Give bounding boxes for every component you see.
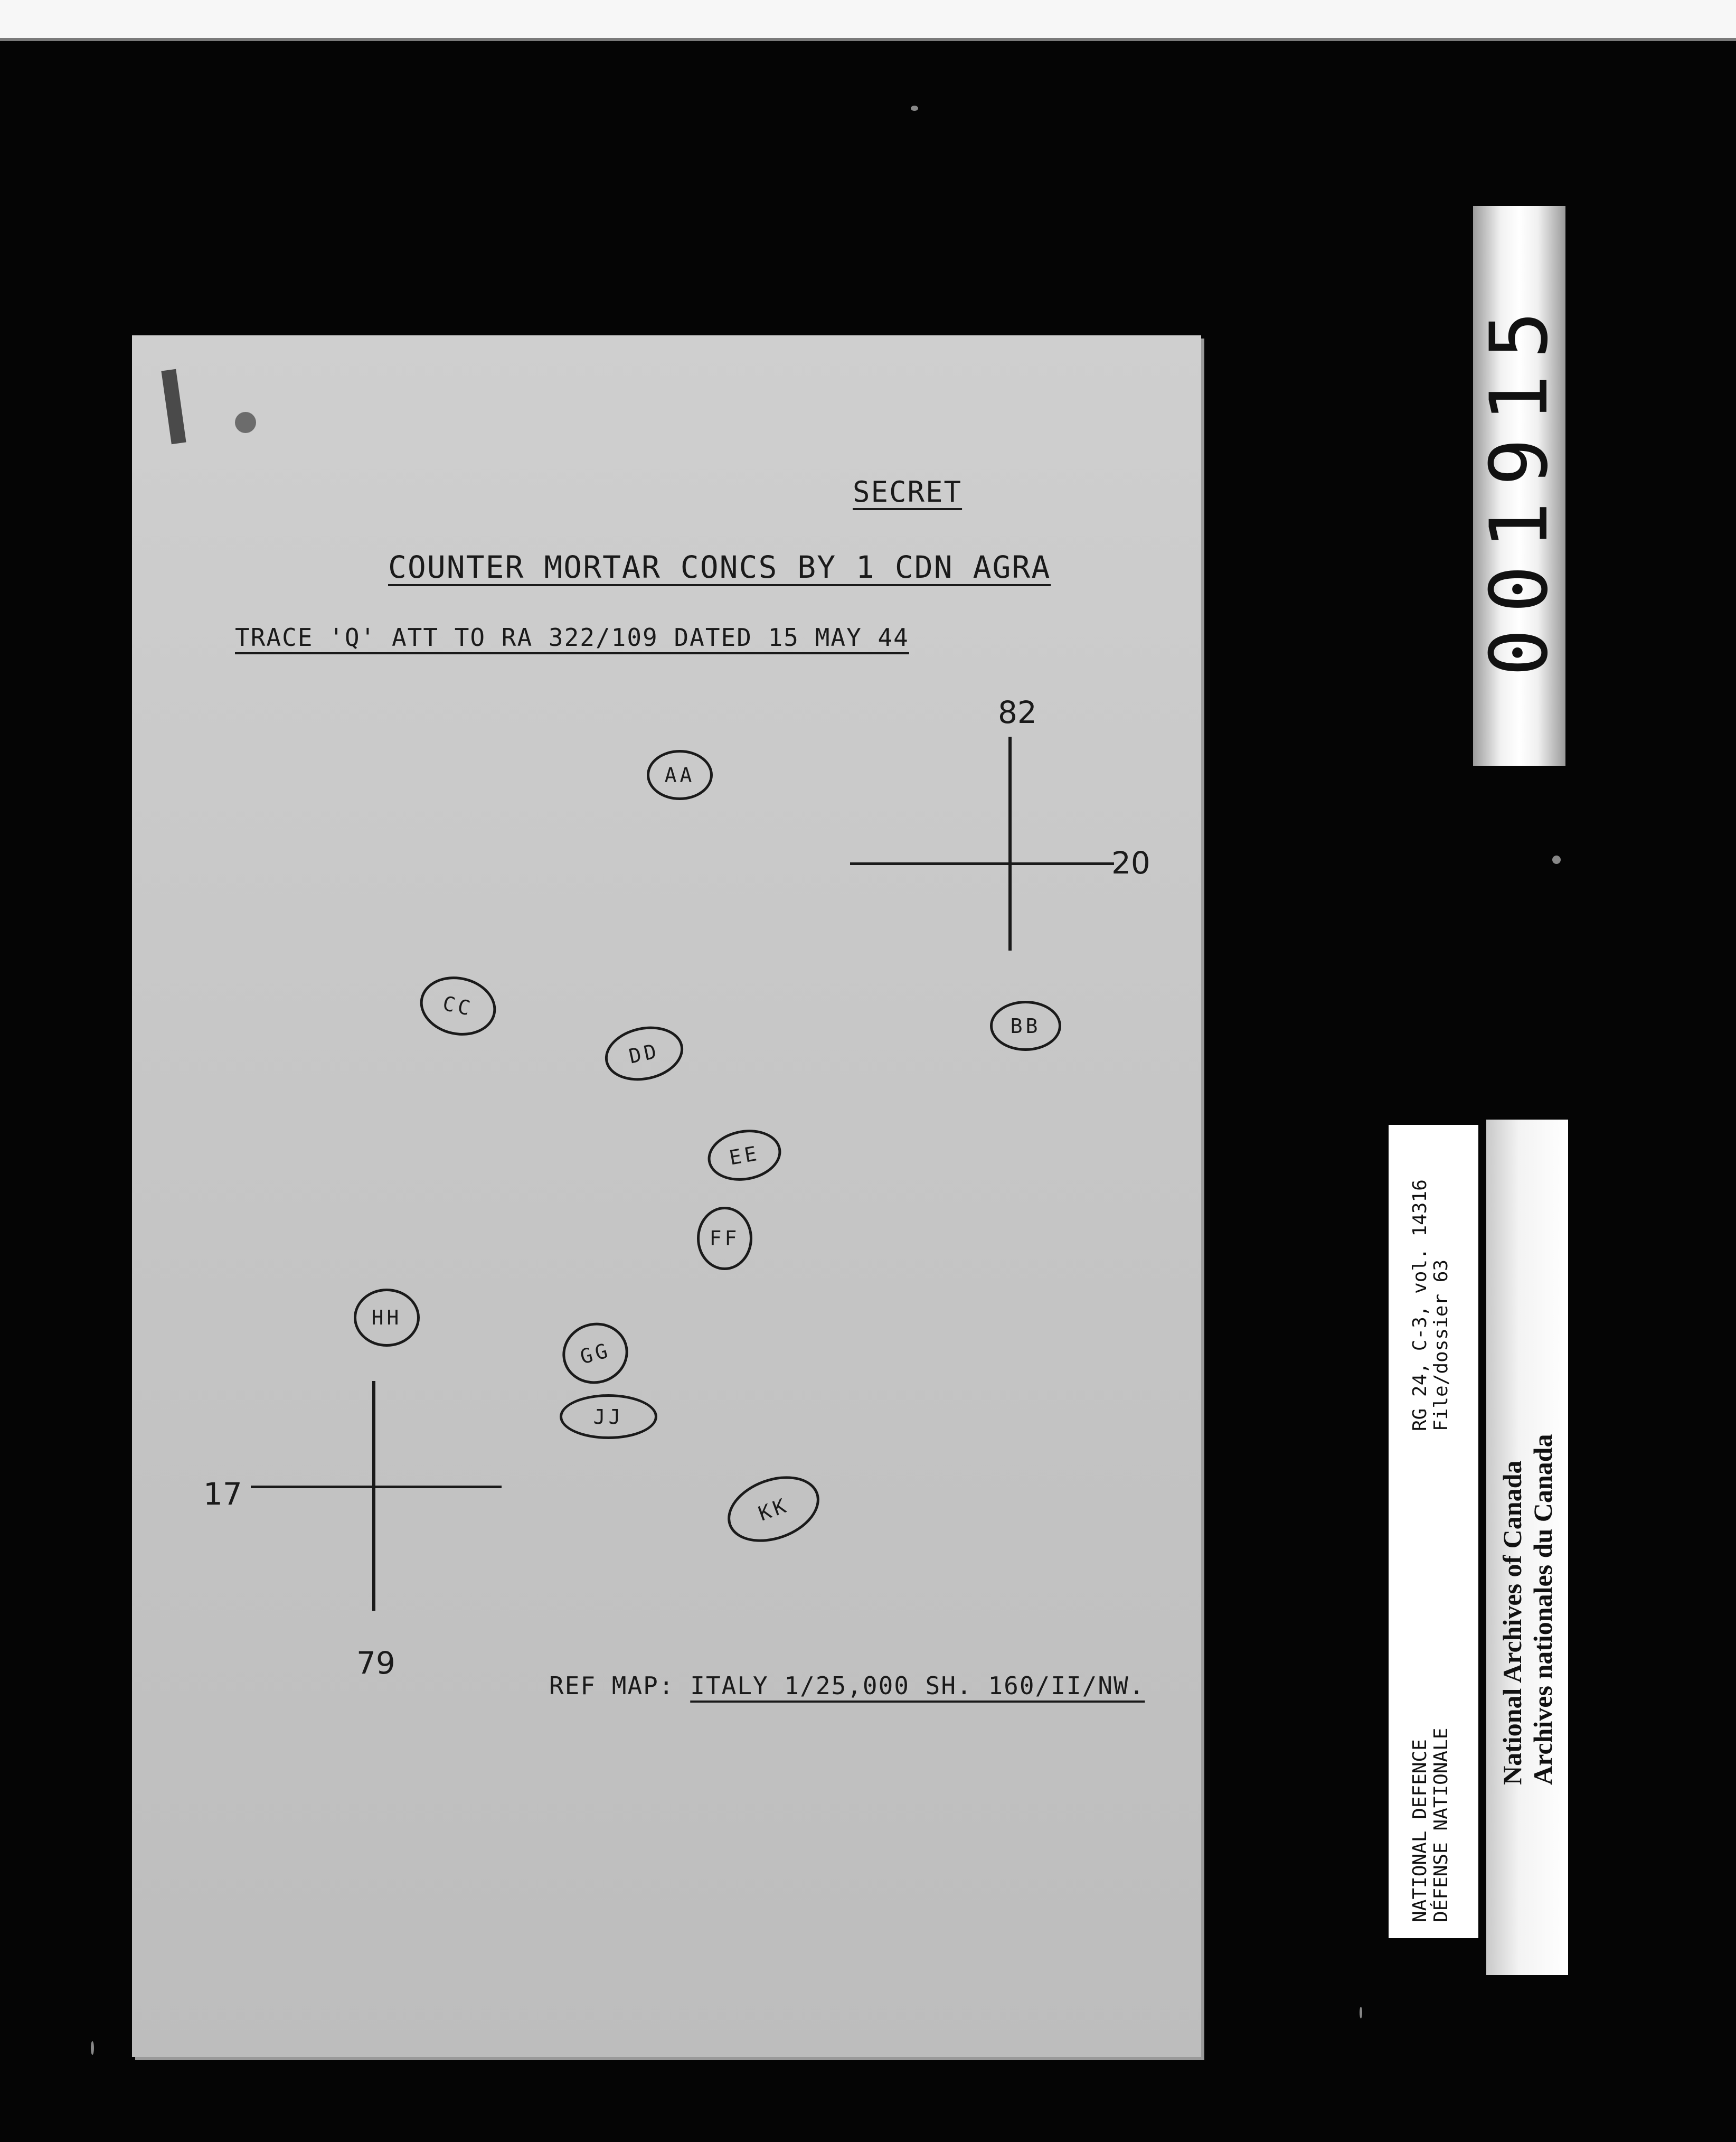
conc-oval: HH [354,1289,420,1347]
conc-oval: EE [704,1124,785,1187]
reference-line1: RG 24, C-3, vol. 14316 [1409,1179,1431,1431]
grid-label-79: 79 [356,1645,395,1681]
grid-cross-horizontal-top [850,862,1114,865]
ref-map-prefix: REF MAP: [549,1671,675,1700]
punch-hole [235,412,256,433]
trace-reference: TRACE 'Q' ATT TO RA 322/109 DATED 15 MAY 44 [235,623,909,652]
grid-label-20: 20 [1111,845,1150,881]
film-frame-number: 001915 [1473,295,1565,677]
grid-cross-vertical-bottom [372,1381,375,1611]
dust-speck [91,2041,94,2055]
grid-label-17: 17 [203,1476,242,1512]
ref-map-line [549,1671,1145,1700]
scan-top-border [0,0,1736,38]
dust-speck [1552,856,1561,864]
conc-oval: AA [647,750,713,800]
institution-english: National Archives of Canada [1497,1460,1527,1785]
dust-speck [911,106,918,111]
classification-marking: SECRET [853,475,963,509]
document-page [132,335,1201,2057]
document-title: COUNTER MORTAR CONCS BY 1 CDN AGRA [388,549,1051,585]
conc-oval: KK [719,1464,828,1554]
scan-top-border-line [0,38,1736,41]
conc-oval: JJ [560,1394,657,1439]
film-frame-number-container [1473,206,1565,766]
institution-text [1497,1434,1558,1785]
staple-mark [161,369,186,445]
reference-text [1410,1179,1452,1431]
grid-label-82: 82 [998,694,1037,730]
institution-french: Archives nationales du Canada [1528,1434,1558,1785]
department-text [1410,1728,1452,1922]
reference-line2: File/dossier 63 [1430,1259,1452,1431]
ref-map-value: ITALY 1/25,000 SH. 160/II/NW. [690,1671,1145,1700]
grid-cross-horizontal-bottom [251,1486,502,1488]
archive-institution-label [1486,1120,1568,1975]
conc-oval: GG [555,1316,635,1391]
dust-speck [1360,2007,1362,2018]
archive-reference-label [1389,1125,1478,1938]
conc-oval: BB [990,1001,1061,1051]
conc-oval: FF [697,1207,752,1270]
conc-oval: DD [600,1019,688,1087]
department-line1: NATIONAL DEFENCE [1409,1739,1431,1922]
grid-cross-vertical-top [1008,737,1012,951]
department-line2: DÉFENSE NATIONALE [1430,1727,1452,1922]
conc-oval: CC [414,970,502,1042]
